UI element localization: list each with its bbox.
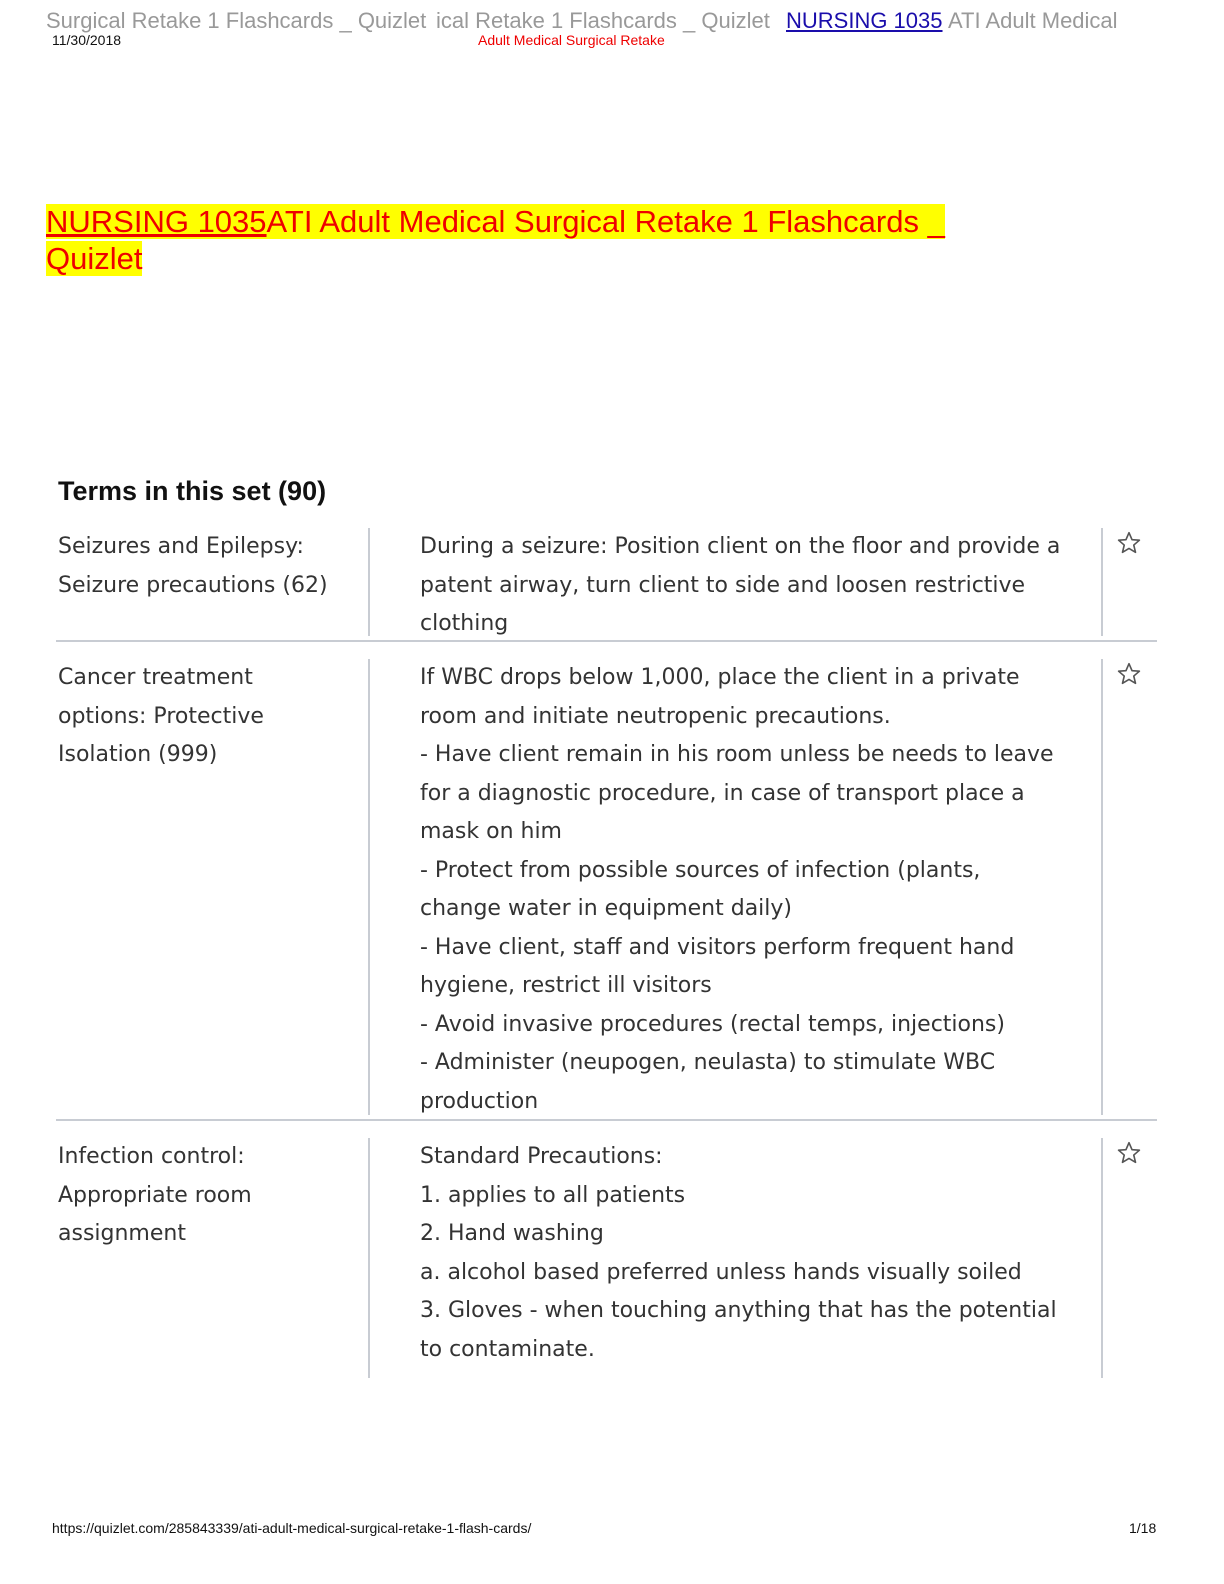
title-text: ATI Adult Medical Surgical Retake 1 Flashcards _ <box>266 204 945 239</box>
column-divider <box>1101 659 1103 1115</box>
footer-url: https://quizlet.com/285843339/ati-adult-medical-surgical-retake-1-flash-cards/ <box>52 1520 532 1536</box>
definition-line: patent airway, turn client to side and loosen restrictive <box>420 572 1026 598</box>
star-icon[interactable] <box>1116 1140 1142 1166</box>
definition-line: 1. applies to all patients <box>420 1182 686 1208</box>
flashcard-row <box>56 659 1157 1119</box>
header-date: 11/30/2018 <box>52 32 122 48</box>
definition-line: 2. Hand washing <box>420 1221 604 1246</box>
term-line: Seizures and Epilepsy: <box>58 534 304 559</box>
term-line: Infection control: <box>58 1144 245 1169</box>
column-divider <box>368 1138 370 1378</box>
definition-line: mask on him <box>420 819 562 844</box>
definition-line: If WBC drops below 1,000, place the client in a private <box>420 665 1020 690</box>
footer-page-number: 1/18 <box>1129 1520 1157 1536</box>
flashcard-definition <box>420 1138 1060 1369</box>
flashcard-term <box>58 528 348 605</box>
flashcard-row <box>56 528 1157 640</box>
header-text-b: ical Retake 1 Flashcards _ Quizlet <box>436 8 770 33</box>
row-divider <box>56 1119 1157 1121</box>
column-divider <box>1101 1138 1103 1378</box>
definition-line: During a seizure: Position client on the floor and provide a <box>420 534 1061 559</box>
term-line: assignment <box>58 1221 186 1246</box>
definition-line: - Have client, staff and visitors perform frequent hand <box>420 934 1015 960</box>
definition-line: for a diagnostic procedure, in case of transport place a <box>420 780 1025 806</box>
definition-line: hygiene, restrict ill visitors <box>420 973 712 998</box>
star-icon[interactable] <box>1116 530 1142 556</box>
definition-line: room and initiate neutropenic precautions. <box>420 703 891 729</box>
column-divider <box>368 528 370 636</box>
definition-line: to contaminate. <box>420 1336 595 1362</box>
column-divider <box>1101 528 1103 636</box>
row-divider <box>56 640 1157 642</box>
definition-line: a. alcohol based preferred unless hands visually soiled <box>420 1259 1022 1285</box>
title-text-line2: Quizlet <box>46 241 143 276</box>
term-line: Seizure precautions (62) <box>58 572 328 598</box>
term-line: Cancer treatment <box>58 665 253 690</box>
flashcard-term <box>58 1138 348 1254</box>
definition-line: 3. Gloves - when touching anything that has the potential <box>420 1298 1057 1323</box>
flashcard-term <box>58 659 348 775</box>
flashcard-definition <box>420 659 1060 1121</box>
flashcard-row <box>56 1138 1157 1382</box>
definition-line: clothing <box>420 611 509 636</box>
column-divider <box>368 659 370 1115</box>
page-title <box>46 203 986 277</box>
header-subtitle: Adult Medical Surgical Retake <box>478 32 665 48</box>
term-line: options: Protective <box>58 703 264 729</box>
definition-line: - Have client remain in his room unless be needs to leave <box>420 742 1054 767</box>
term-line: Appropriate room <box>58 1182 252 1208</box>
header-text-c: ATI Adult Medical <box>948 8 1118 33</box>
definition-line: production <box>420 1088 539 1114</box>
definition-line: - Protect from possible sources of infection (plants, <box>420 857 981 883</box>
definition-line: change water in equipment daily) <box>420 896 793 921</box>
definition-line: - Administer (neupogen, neulasta) to stimulate WBC <box>420 1050 996 1075</box>
term-line: Isolation (999) <box>58 742 218 767</box>
definition-line: Standard Precautions: <box>420 1144 663 1169</box>
header-nursing-link[interactable]: NURSING 1035 <box>786 8 943 33</box>
terms-heading: Terms in this set (90) <box>58 476 327 506</box>
flashcard-definition <box>420 528 1060 644</box>
title-link[interactable]: NURSING 1035 <box>46 204 267 239</box>
star-icon[interactable] <box>1116 661 1142 687</box>
header-text-a: Surgical Retake 1 Flashcards _ Quizlet <box>46 8 427 33</box>
definition-line: - Avoid invasive procedures (rectal temps, injections) <box>420 1011 1005 1037</box>
